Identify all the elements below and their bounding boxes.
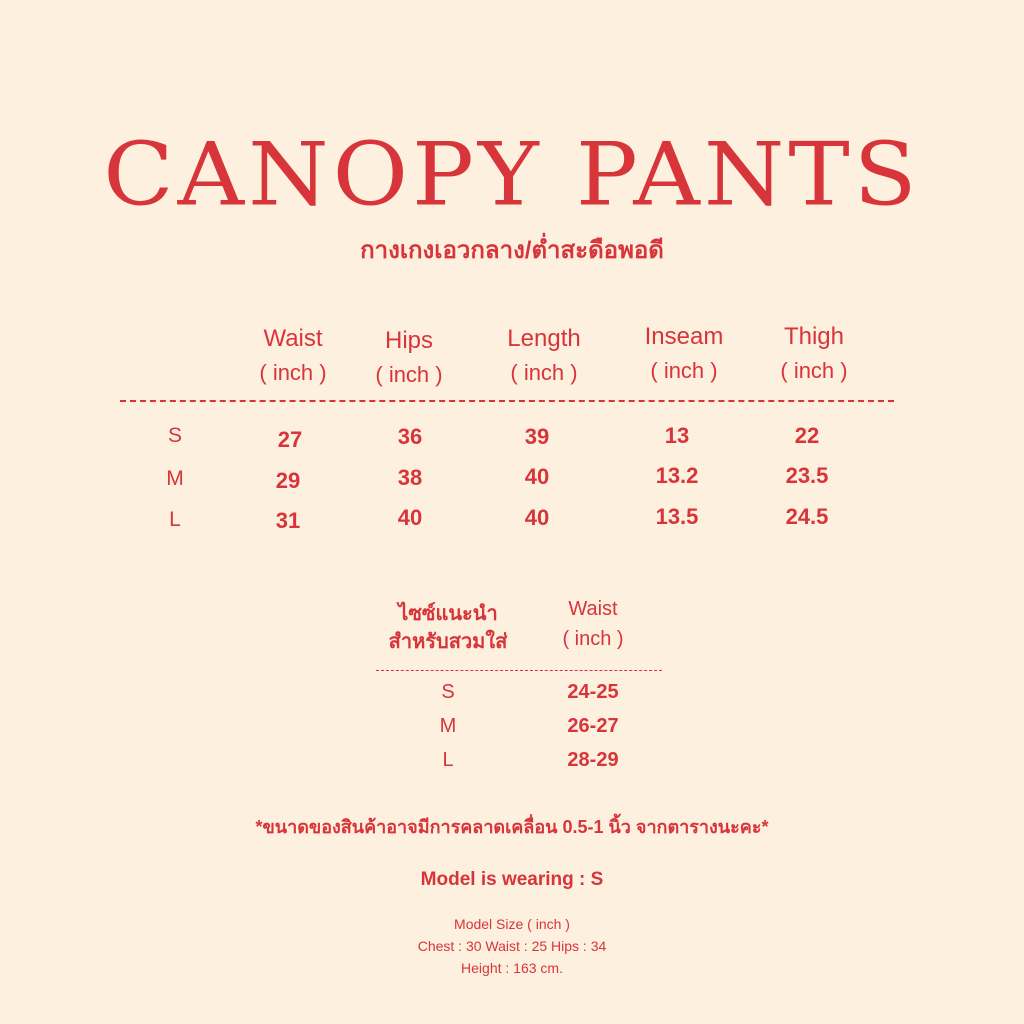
model-height: Height : 163 cm.: [461, 960, 563, 976]
cell-s-hips: 36: [397, 424, 423, 449]
recommend-header-unit: ( inch ): [562, 628, 624, 650]
header-hips-label: Hips: [384, 327, 433, 354]
recommend-title: [368, 600, 528, 656]
header-waist-unit: ( inch ): [259, 360, 327, 385]
header-inseam-label: Inseam: [644, 323, 724, 350]
recommend-divider: [376, 670, 662, 671]
header-inseam-unit: ( inch ): [650, 358, 718, 383]
size-tolerance-note: *ขนาดของสินค้าอาจมีการคลาดเคลื่อน 0.5-1 นิ้ว จากตารางนะคะ*: [255, 817, 769, 837]
cell-m-thigh: 23.5: [785, 463, 829, 488]
recommend-size-s: S: [441, 681, 455, 703]
size-label-m: M: [166, 467, 184, 490]
cell-m-hips: 38: [397, 465, 423, 490]
page-title: CANOPY PANTS: [103, 123, 921, 226]
table-divider: [120, 400, 894, 402]
size-label-l: L: [169, 508, 181, 531]
recommend-value-l: 28-29: [567, 749, 619, 771]
recommend-title-line1: ไซซ์แนะนำ: [398, 603, 498, 625]
recommend-size-m: M: [439, 715, 457, 737]
recommend-size-l: L: [442, 749, 454, 771]
cell-m-inseam: 13.2: [655, 463, 699, 488]
header-inseam: [614, 320, 754, 388]
header-length-label: Length: [507, 325, 581, 352]
header-thigh-label: Thigh: [783, 323, 845, 350]
cell-s-length: 39: [524, 424, 550, 449]
cell-l-length: 40: [524, 505, 550, 530]
header-thigh-unit: ( inch ): [780, 358, 848, 383]
recommend-header-label: Waist: [568, 598, 618, 620]
model-measurements: Chest : 30 Waist : 25 Hips : 34: [417, 938, 607, 954]
cell-s-waist: 27: [277, 427, 303, 452]
header-length: [474, 322, 614, 390]
cell-l-thigh: 24.5: [785, 504, 829, 529]
header-hips: [339, 324, 479, 392]
recommend-value-m: 26-27: [567, 715, 619, 737]
header-waist-label: Waist: [263, 325, 323, 352]
recommend-value-s: 24-25: [567, 681, 619, 703]
header-thigh: [744, 320, 884, 388]
cell-l-hips: 40: [397, 505, 423, 530]
header-hips-unit: ( inch ): [375, 362, 443, 387]
recommend-header-waist: [533, 594, 653, 654]
cell-s-thigh: 22: [794, 423, 820, 448]
cell-m-length: 40: [524, 464, 550, 489]
cell-s-inseam: 13: [664, 423, 690, 448]
recommend-title-line2: สำหรับสวมใส่: [388, 631, 508, 653]
cell-l-inseam: 13.5: [655, 504, 699, 529]
cell-m-waist: 29: [275, 468, 301, 493]
size-label-s: S: [167, 424, 182, 447]
cell-l-waist: 31: [275, 508, 301, 533]
header-length-unit: ( inch ): [510, 360, 578, 385]
model-wearing: Model is wearing : S: [420, 869, 604, 890]
page-subtitle: กางเกงเอวกลาง/ต่ำสะดือพอดี: [360, 237, 664, 264]
model-size-label: Model Size ( inch ): [454, 916, 570, 932]
